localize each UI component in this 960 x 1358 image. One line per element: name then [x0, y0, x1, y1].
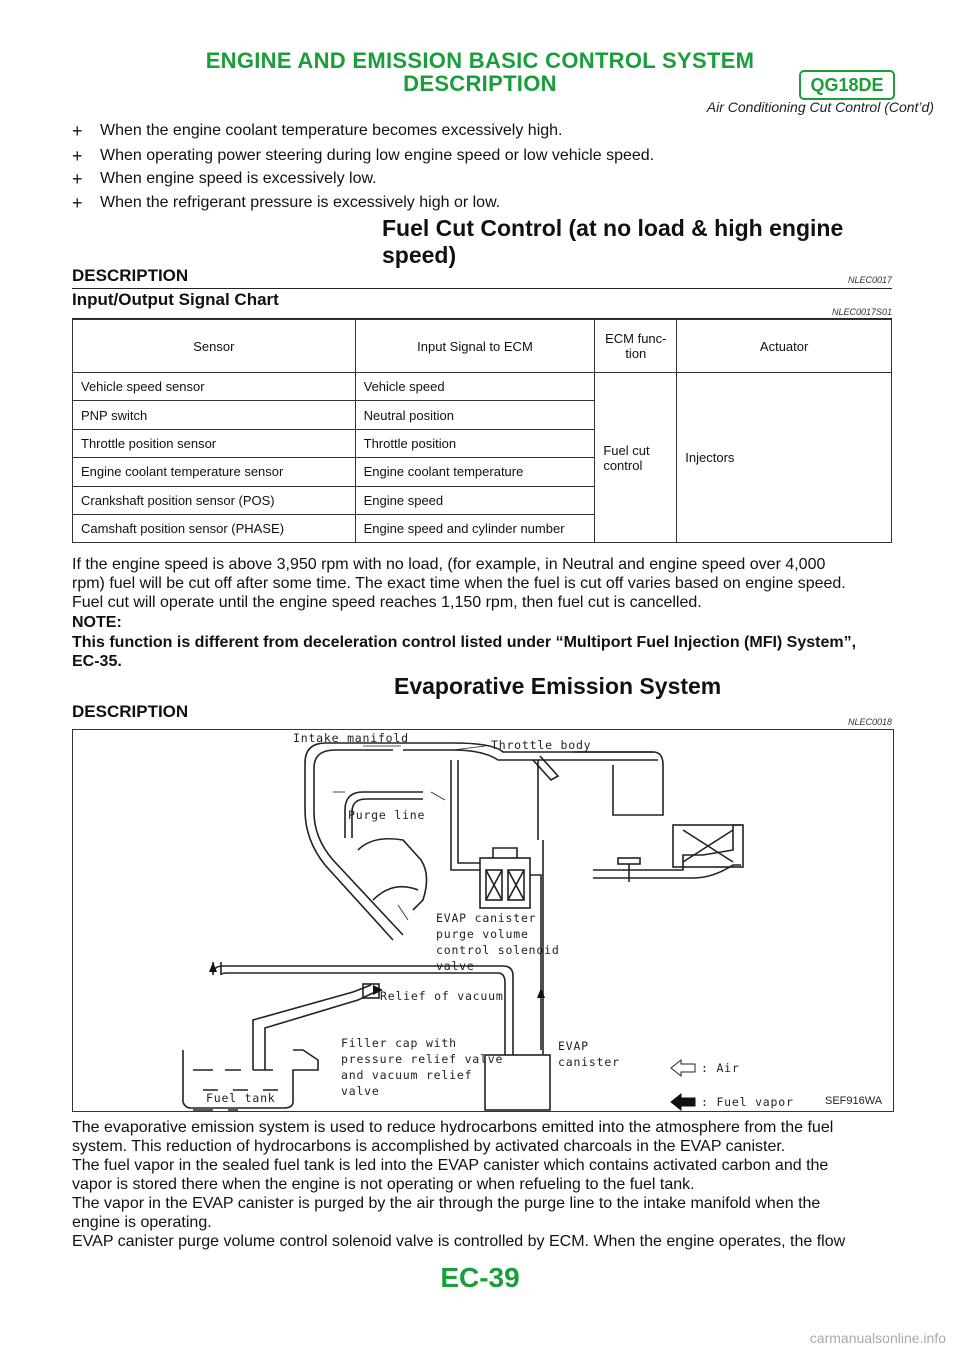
table-header: Sensor: [73, 320, 356, 373]
evap-description-heading: DESCRIPTION: [72, 702, 189, 721]
section-title-fuel-cut-line2: speed): [382, 242, 457, 268]
bullet-icon: +: [72, 193, 83, 213]
paragraph-line: If the engine speed is above 3,950 rpm with no load, (for example, in Neutral and engine speed over 4,000: [72, 556, 826, 573]
note-line: This function is different from deceleration control listed under “Multiport Fuel Injection (MFI) System”,: [72, 634, 857, 651]
table-cell-signal: Vehicle speed: [355, 373, 595, 401]
evap-diagram-svg: [73, 730, 893, 1111]
paragraph-line: The fuel vapor in the sealed fuel tank is led into the EVAP canister which contains activated carbon and the: [72, 1157, 829, 1174]
bullet-icon: +: [72, 169, 83, 189]
paragraph-line: engine is operating.: [72, 1214, 212, 1231]
label-filler-line2: pressure relief valve: [341, 1052, 504, 1066]
header-subtitle: Air Conditioning Cut Control (Cont’d): [706, 99, 934, 115]
paragraph-line: The vapor in the EVAP canister is purged by the air through the purge line to the intake manifold when the: [72, 1195, 821, 1212]
label-intake-manifold: Intake manifold: [293, 731, 409, 745]
table-cell-signal: Engine speed: [355, 486, 595, 514]
header-title-line2: DESCRIPTION: [403, 71, 557, 96]
table-header: ECM func- tion: [595, 320, 677, 373]
model-badge: QG18DE: [799, 70, 895, 100]
label-fuel-tank: Fuel tank: [206, 1091, 276, 1105]
table-cell-signal: Neutral position: [355, 401, 595, 429]
table-cell-sensor: Engine coolant temperature sensor: [73, 458, 356, 486]
bullet-text: When operating power steering during low engine speed or low vehicle speed.: [100, 147, 655, 164]
header-title-line1: ENGINE AND EMISSION BASIC CONTROL SYSTEM: [205, 48, 755, 73]
page-number: EC-39: [440, 1262, 520, 1293]
label-throttle-body: Throttle body: [491, 738, 592, 752]
table-cell-signal: Engine coolant temperature: [355, 458, 595, 486]
label-solenoid-line2: purge volume: [436, 927, 529, 941]
label-solenoid-line4: valve: [436, 959, 475, 973]
fuel-cut-paragraph: [72, 555, 892, 612]
watermark-text: carmanualsonline.info: [809, 1330, 946, 1346]
table-header-row: [73, 320, 892, 373]
table-cell-sensor: Vehicle speed sensor: [73, 373, 356, 401]
label-relief-of-vacuum: Relief of vacuum: [380, 989, 504, 1003]
table-header: Input Signal to ECM: [355, 320, 595, 373]
signal-chart-table: [72, 319, 892, 543]
legend-fuel-vapor: : Fuel vapor: [701, 1095, 794, 1109]
table-cell-sensor: Camshaft position sensor (PHASE): [73, 514, 356, 542]
paragraph-line: The evaporative emission system is used to reduce hydrocarbons emitted into the atmosphere from the fuel: [72, 1119, 834, 1136]
paragraph-line: EVAP canister purge volume control solenoid valve is controlled by ECM. When the engine operates, the flow: [72, 1233, 846, 1250]
table-header: Actuator: [677, 320, 892, 373]
chart-heading: Input/Output Signal Chart: [72, 290, 279, 309]
table-cell-signal: Throttle position: [355, 429, 595, 457]
paragraph-line: rpm) fuel will be cut off after some time. The exact time when the fuel is cut off varies based on engine speed.: [72, 575, 846, 592]
note-label: NOTE:: [72, 614, 122, 631]
legend-air: : Air: [701, 1061, 740, 1075]
paragraph-line: Fuel cut will operate until the engine speed reaches 1,150 rpm, then fuel cut is cancelled.: [72, 594, 702, 611]
bullet-text: When the engine coolant temperature becomes excessively high.: [100, 122, 563, 139]
label-canister-line2: canister: [558, 1055, 620, 1069]
label-canister-line1: EVAP: [558, 1039, 589, 1053]
evap-system-diagram: [72, 729, 894, 1112]
label-filler-line1: Filler cap with: [341, 1036, 457, 1050]
evap-description-code: NLEC0018: [847, 717, 892, 727]
figure-code: SEF916WA: [825, 1095, 883, 1107]
paragraph-line: system. This reduction of hydrocarbons is accomplished by activated charcoals in the EVAP canister.: [72, 1138, 786, 1155]
divider: [72, 288, 892, 289]
note-line: EC-35.: [72, 653, 122, 670]
label-solenoid-line3: control solenoid: [436, 943, 560, 957]
section-title-fuel-cut-line1: Fuel Cut Control (at no load & high engine: [382, 215, 844, 241]
description-code: NLEC0017: [847, 275, 892, 285]
note-text: [72, 633, 892, 671]
table-cell-actuator: Injectors: [677, 373, 892, 543]
label-filler-line4: valve: [341, 1084, 380, 1098]
evap-paragraph: [72, 1118, 892, 1251]
table-cell-signal: Engine speed and cylinder number: [355, 514, 595, 542]
table-cell-ecm-function: Fuel cut control: [595, 373, 677, 543]
label-solenoid-line1: EVAP canister: [436, 911, 537, 925]
table-row: [73, 373, 892, 401]
table-cell-sensor: Crankshaft position sensor (POS): [73, 486, 356, 514]
label-filler-line3: and vacuum relief: [341, 1068, 473, 1082]
bullet-text: When engine speed is excessively low.: [100, 170, 377, 187]
chart-code: NLEC0017S01: [831, 307, 892, 317]
table-cell-sensor: PNP switch: [73, 401, 356, 429]
table-cell-sensor: Throttle position sensor: [73, 429, 356, 457]
bullet-icon: +: [72, 121, 83, 141]
label-purge-line: Purge line: [348, 808, 426, 822]
paragraph-line: vapor is stored there when the engine is not operating or when refueling to the fuel tank.: [72, 1176, 695, 1193]
bullet-icon: +: [72, 146, 83, 166]
description-heading: DESCRIPTION: [72, 266, 189, 285]
bullet-text: When the refrigerant pressure is excessively high or low.: [100, 194, 501, 211]
section-title-evap: Evaporative Emission System: [394, 673, 722, 699]
